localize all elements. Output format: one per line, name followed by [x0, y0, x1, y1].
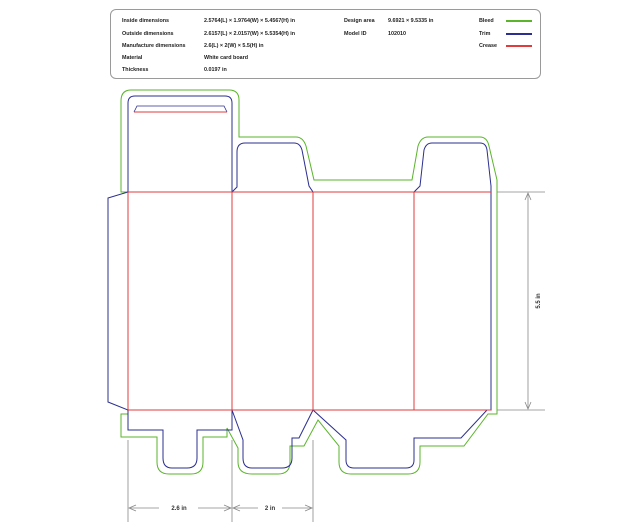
thickness-label: Thickness	[122, 67, 149, 73]
thickness-value: 0.0197 in	[204, 67, 227, 73]
legend-bleed-label: Bleed	[479, 18, 494, 24]
inside-dimensions-label: Inside dimensions	[122, 18, 170, 24]
tuck-flap-trim	[134, 106, 227, 112]
crease-lines	[128, 112, 491, 410]
outside-dimensions-value: 2.6157(L) × 2.0157(W) × 5.5354(H) in	[204, 31, 296, 37]
width-label: 2 in	[264, 506, 276, 512]
inside-dimensions-value: 2.5764(L) × 1.9764(W) × 5.4567(H) in	[204, 18, 296, 24]
design-area-label: Design area	[344, 18, 375, 24]
length-label: 2.6 in	[171, 506, 187, 512]
outside-dimensions-label: Outside dimensions	[122, 31, 174, 37]
height-label: 5.5 in	[536, 293, 542, 309]
manufacture-dimensions-label: Manufacture dimensions	[122, 43, 186, 49]
bleed-outline	[121, 90, 497, 474]
material-value: White card board	[204, 55, 249, 61]
model-id-label: Model ID	[344, 31, 367, 37]
length-width-dimension	[128, 440, 313, 522]
model-id-value: 102010	[388, 31, 406, 37]
legend-crease-label: Crease	[479, 43, 497, 49]
material-label: Material	[122, 55, 143, 61]
glue-flap-trim	[108, 192, 128, 410]
legend-trim-label: Trim	[479, 31, 491, 37]
manufacture-dimensions-value: 2.6(L) × 2(W) × 5.5(H) in	[204, 43, 264, 49]
trim-outline	[128, 96, 491, 468]
design-area-value: 9.6921 × 9.5335 in	[388, 18, 434, 24]
